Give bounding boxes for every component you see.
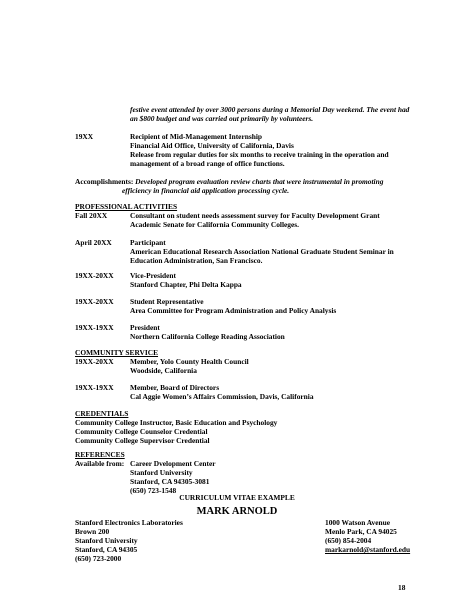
professional-2-line-1: Participant bbox=[130, 238, 166, 247]
community-1-line-2: Woodside, California bbox=[130, 366, 197, 375]
credential-3: Community College Supervisor Credential bbox=[75, 436, 210, 445]
accomplishments-text: Developed program evaluation review charts that were instrumental in promoting bbox=[135, 177, 384, 186]
professional-date-5: 19XX-19XX bbox=[75, 323, 114, 332]
professional-3-line-2: Stanford Chapter, Phi Delta Kappa bbox=[130, 280, 242, 289]
internship-line-2: Financial Aid Office, University of California, Davis bbox=[130, 141, 294, 150]
internship-line-1: Recipient of Mid-Management Internship bbox=[130, 132, 262, 141]
accomplishments bbox=[75, 177, 383, 186]
intro-line-1: festive event attended by over 3000 persons during a Memorial Day weekend. The event had bbox=[130, 105, 410, 114]
professional-date-1: Fall 20XX bbox=[75, 211, 108, 220]
professional-date-4: 19XX-20XX bbox=[75, 297, 114, 306]
credentials-heading: CREDENTIALS bbox=[75, 409, 129, 418]
credential-2: Community College Counselor Credential bbox=[75, 427, 208, 436]
reference-line-1: Career Dvelopment Center bbox=[130, 459, 216, 468]
professional-4-line-1: Student Representative bbox=[130, 297, 204, 306]
page-number: 18 bbox=[398, 583, 406, 592]
right-address-2: Menlo Park, CA 94025 bbox=[325, 527, 397, 536]
professional-date-2: April 20XX bbox=[75, 238, 112, 247]
internship-line-3: Release from regular duties for six months to receive training in the operation and bbox=[130, 150, 389, 159]
professional-2-line-3: Education Administration, San Francisco. bbox=[130, 256, 263, 265]
internship-line-4: management of a broad range of office functions. bbox=[130, 159, 285, 168]
right-address-1: 1000 Watson Avenue bbox=[325, 518, 391, 527]
professional-5-line-1: President bbox=[130, 323, 160, 332]
email-link[interactable]: markarnold@stanford.edu bbox=[325, 545, 411, 554]
internship-date: 19XX bbox=[75, 132, 94, 141]
cv-name: MARK ARNOLD bbox=[196, 506, 278, 517]
community-2-line-1: Member, Board of Directors bbox=[130, 383, 220, 392]
references-label: Available from: bbox=[75, 459, 125, 468]
community-date-2: 19XX-19XX bbox=[75, 383, 114, 392]
professional-4-line-2: Area Committee for Program Administration and Policy Analysis bbox=[130, 306, 337, 315]
professional-date-3: 19XX-20XX bbox=[75, 271, 114, 280]
reference-line-4: (650) 723-1548 bbox=[130, 486, 177, 495]
community-1-line-1: Member, Yolo County Health Council bbox=[130, 357, 249, 366]
credential-1: Community College Instructor, Basic Education and Psychology bbox=[75, 418, 278, 427]
community-service-heading: COMMUNITY SERVICE bbox=[75, 348, 159, 357]
professional-1-line-1: Consultant on student needs assessment survey for Faculty Development Grant bbox=[130, 211, 380, 220]
left-address-3: Stanford University bbox=[75, 536, 138, 545]
references-heading: REFERENCES bbox=[75, 450, 125, 459]
left-address-1: Stanford Electronics Laboratories bbox=[75, 518, 183, 527]
community-date-1: 19XX-20XX bbox=[75, 357, 114, 366]
professional-activities-heading: PROFESSIONAL ACTIVITIES bbox=[75, 202, 178, 211]
right-address-3: (650) 854-2004 bbox=[325, 536, 372, 545]
professional-2-line-2: American Educational Research Association National Graduate Student Seminar in bbox=[130, 247, 394, 256]
accomplishments-text-2: efficiency in financial aid application processing cycle. bbox=[122, 186, 290, 195]
professional-1-line-2: Academic Senate for California Community Colleges. bbox=[130, 220, 300, 229]
reference-line-3: Stanford, CA 94305-3081 bbox=[130, 477, 210, 486]
professional-5-line-2: Northern California College Reading Association bbox=[130, 332, 285, 341]
left-address-4: Stanford, CA 94305 bbox=[75, 545, 138, 554]
professional-3-line-1: Vice-President bbox=[130, 271, 176, 280]
community-2-line-2: Cal Aggie Women’s Affairs Commission, Davis, California bbox=[130, 392, 314, 401]
left-address-2: Brown 200 bbox=[75, 527, 110, 536]
cv-example-title: CURRICULUM VITAE EXAMPLE bbox=[179, 493, 295, 502]
left-address-5: (650) 723-2000 bbox=[75, 554, 122, 563]
accomplishments-label: Accomplishments: bbox=[75, 177, 134, 186]
reference-line-2: Stanford University bbox=[130, 468, 193, 477]
intro-line-2: an $800 budget and was carried out primarily by volunteers. bbox=[130, 114, 314, 123]
